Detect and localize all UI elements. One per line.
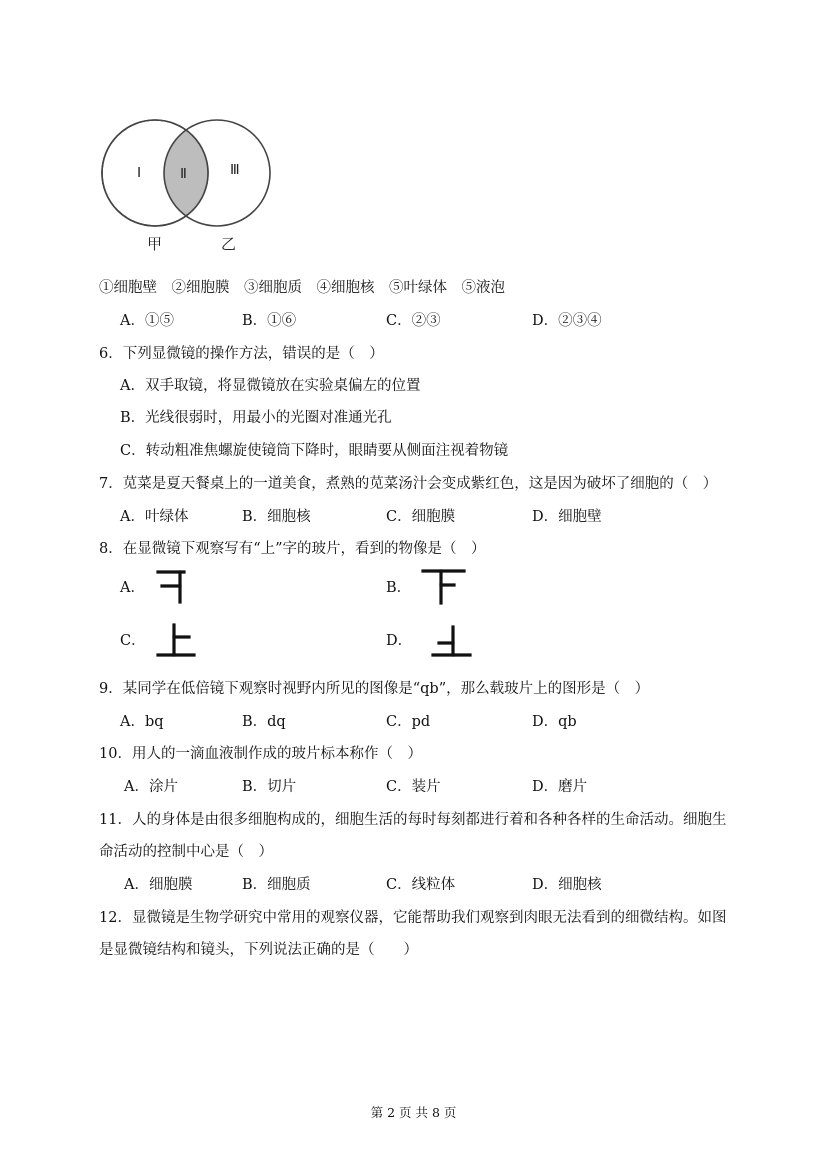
q10-option-d[interactable]: D．磨片: [532, 779, 588, 795]
q11-option-c[interactable]: C．线粒体: [386, 877, 456, 893]
q8-glyph-c: [155, 622, 197, 660]
q8-option-a[interactable]: A．: [120, 580, 145, 596]
venn-label-yi: 乙: [221, 235, 237, 253]
q6-option-a[interactable]: A．双手取镜，将显微镜放在实验桌偏左的位置: [120, 378, 421, 394]
q6-option-b[interactable]: B．光线很弱时，用最小的光圈对准通光孔: [120, 410, 392, 426]
q11-stem-line2: 命活动的控制中心是（ ）: [99, 844, 273, 860]
q7-option-d[interactable]: D．细胞壁: [532, 509, 602, 525]
q9-option-a[interactable]: A．bq: [120, 714, 164, 730]
q7-option-a[interactable]: A．叶绿体: [120, 509, 189, 525]
q9-option-d[interactable]: D．qb: [532, 714, 577, 730]
q10-option-a[interactable]: A．涂片: [124, 779, 178, 795]
venn-region-1: Ⅰ: [137, 166, 142, 181]
q5-option-d[interactable]: D．②③④: [532, 313, 602, 329]
q5-option-a[interactable]: A．①⑤: [120, 313, 174, 329]
q7-option-c[interactable]: C．细胞膜: [386, 509, 456, 525]
q5-option-c[interactable]: C．②③: [386, 313, 441, 329]
q9-option-b[interactable]: B．dq: [242, 714, 286, 730]
q8-glyph-d: [430, 624, 474, 662]
q8-glyph-b: [420, 567, 468, 607]
q5-items: ①细胞壁 ②细胞膜 ③细胞质 ④细胞核 ⑤叶绿体 ⑤液泡: [99, 280, 505, 296]
q10-option-b[interactable]: B．切片: [242, 779, 297, 795]
q6-stem: 6．下列显微镜的操作方法，错误的是（ ）: [99, 346, 384, 362]
q6-option-c[interactable]: C．转动粗准焦螺旋使镜筒下降时，眼睛要从侧面注视着物镜: [120, 443, 509, 459]
q10-option-c[interactable]: C．装片: [386, 779, 441, 795]
q11-option-a[interactable]: A．细胞膜: [124, 877, 193, 893]
venn-label-jia: 甲: [147, 235, 163, 253]
venn-diagram: [100, 118, 280, 258]
q11-option-d[interactable]: D．细胞核: [532, 877, 602, 893]
q9-stem: 9．某同学在低倍镜下观察时视野内所见的图像是“qb”，那么载玻片上的图形是（ ）: [99, 681, 650, 697]
q8-option-c[interactable]: C．: [120, 633, 146, 649]
q8-option-b[interactable]: B．: [386, 580, 412, 596]
q9-option-c[interactable]: C．pd: [386, 714, 431, 730]
q10-stem: 10．用人的一滴血液制作成的玻片标本称作（ ）: [99, 746, 422, 762]
q5-option-b[interactable]: B．①⑥: [242, 313, 297, 329]
q11-stem-line1: 11．人的身体是由很多细胞构成的，细胞生活的每时每刻都进行着和各种各样的生命活动。细胞生: [99, 812, 727, 828]
q12-stem-line2: 是显微镜结构和镜头，下列说法正确的是（ ）: [99, 942, 418, 958]
q8-stem: 8．在显微镜下观察写有“上”字的玻片，看到的物像是（ ）: [99, 541, 486, 557]
q8-glyph-a: [154, 569, 190, 605]
q11-option-b[interactable]: B．细胞质: [242, 877, 311, 893]
venn-region-2: Ⅱ: [180, 167, 187, 182]
q7-stem: 7．苋菜是夏天餐桌上的一道美食，煮熟的苋菜汤汁会变成紫红色，这是因为破坏了细胞的（ ）: [99, 476, 718, 492]
venn-region-3: Ⅲ: [230, 163, 240, 178]
page-footer: 第 2 页 共 8 页: [370, 1105, 457, 1120]
q12-stem-line1: 12．显微镜是生物学研究中常用的观察仪器，它能帮助我们观察到肉眼无法看到的细微结构。如图: [99, 910, 727, 926]
q8-option-d[interactable]: D．: [386, 633, 413, 649]
q7-option-b[interactable]: B．细胞核: [242, 509, 311, 525]
